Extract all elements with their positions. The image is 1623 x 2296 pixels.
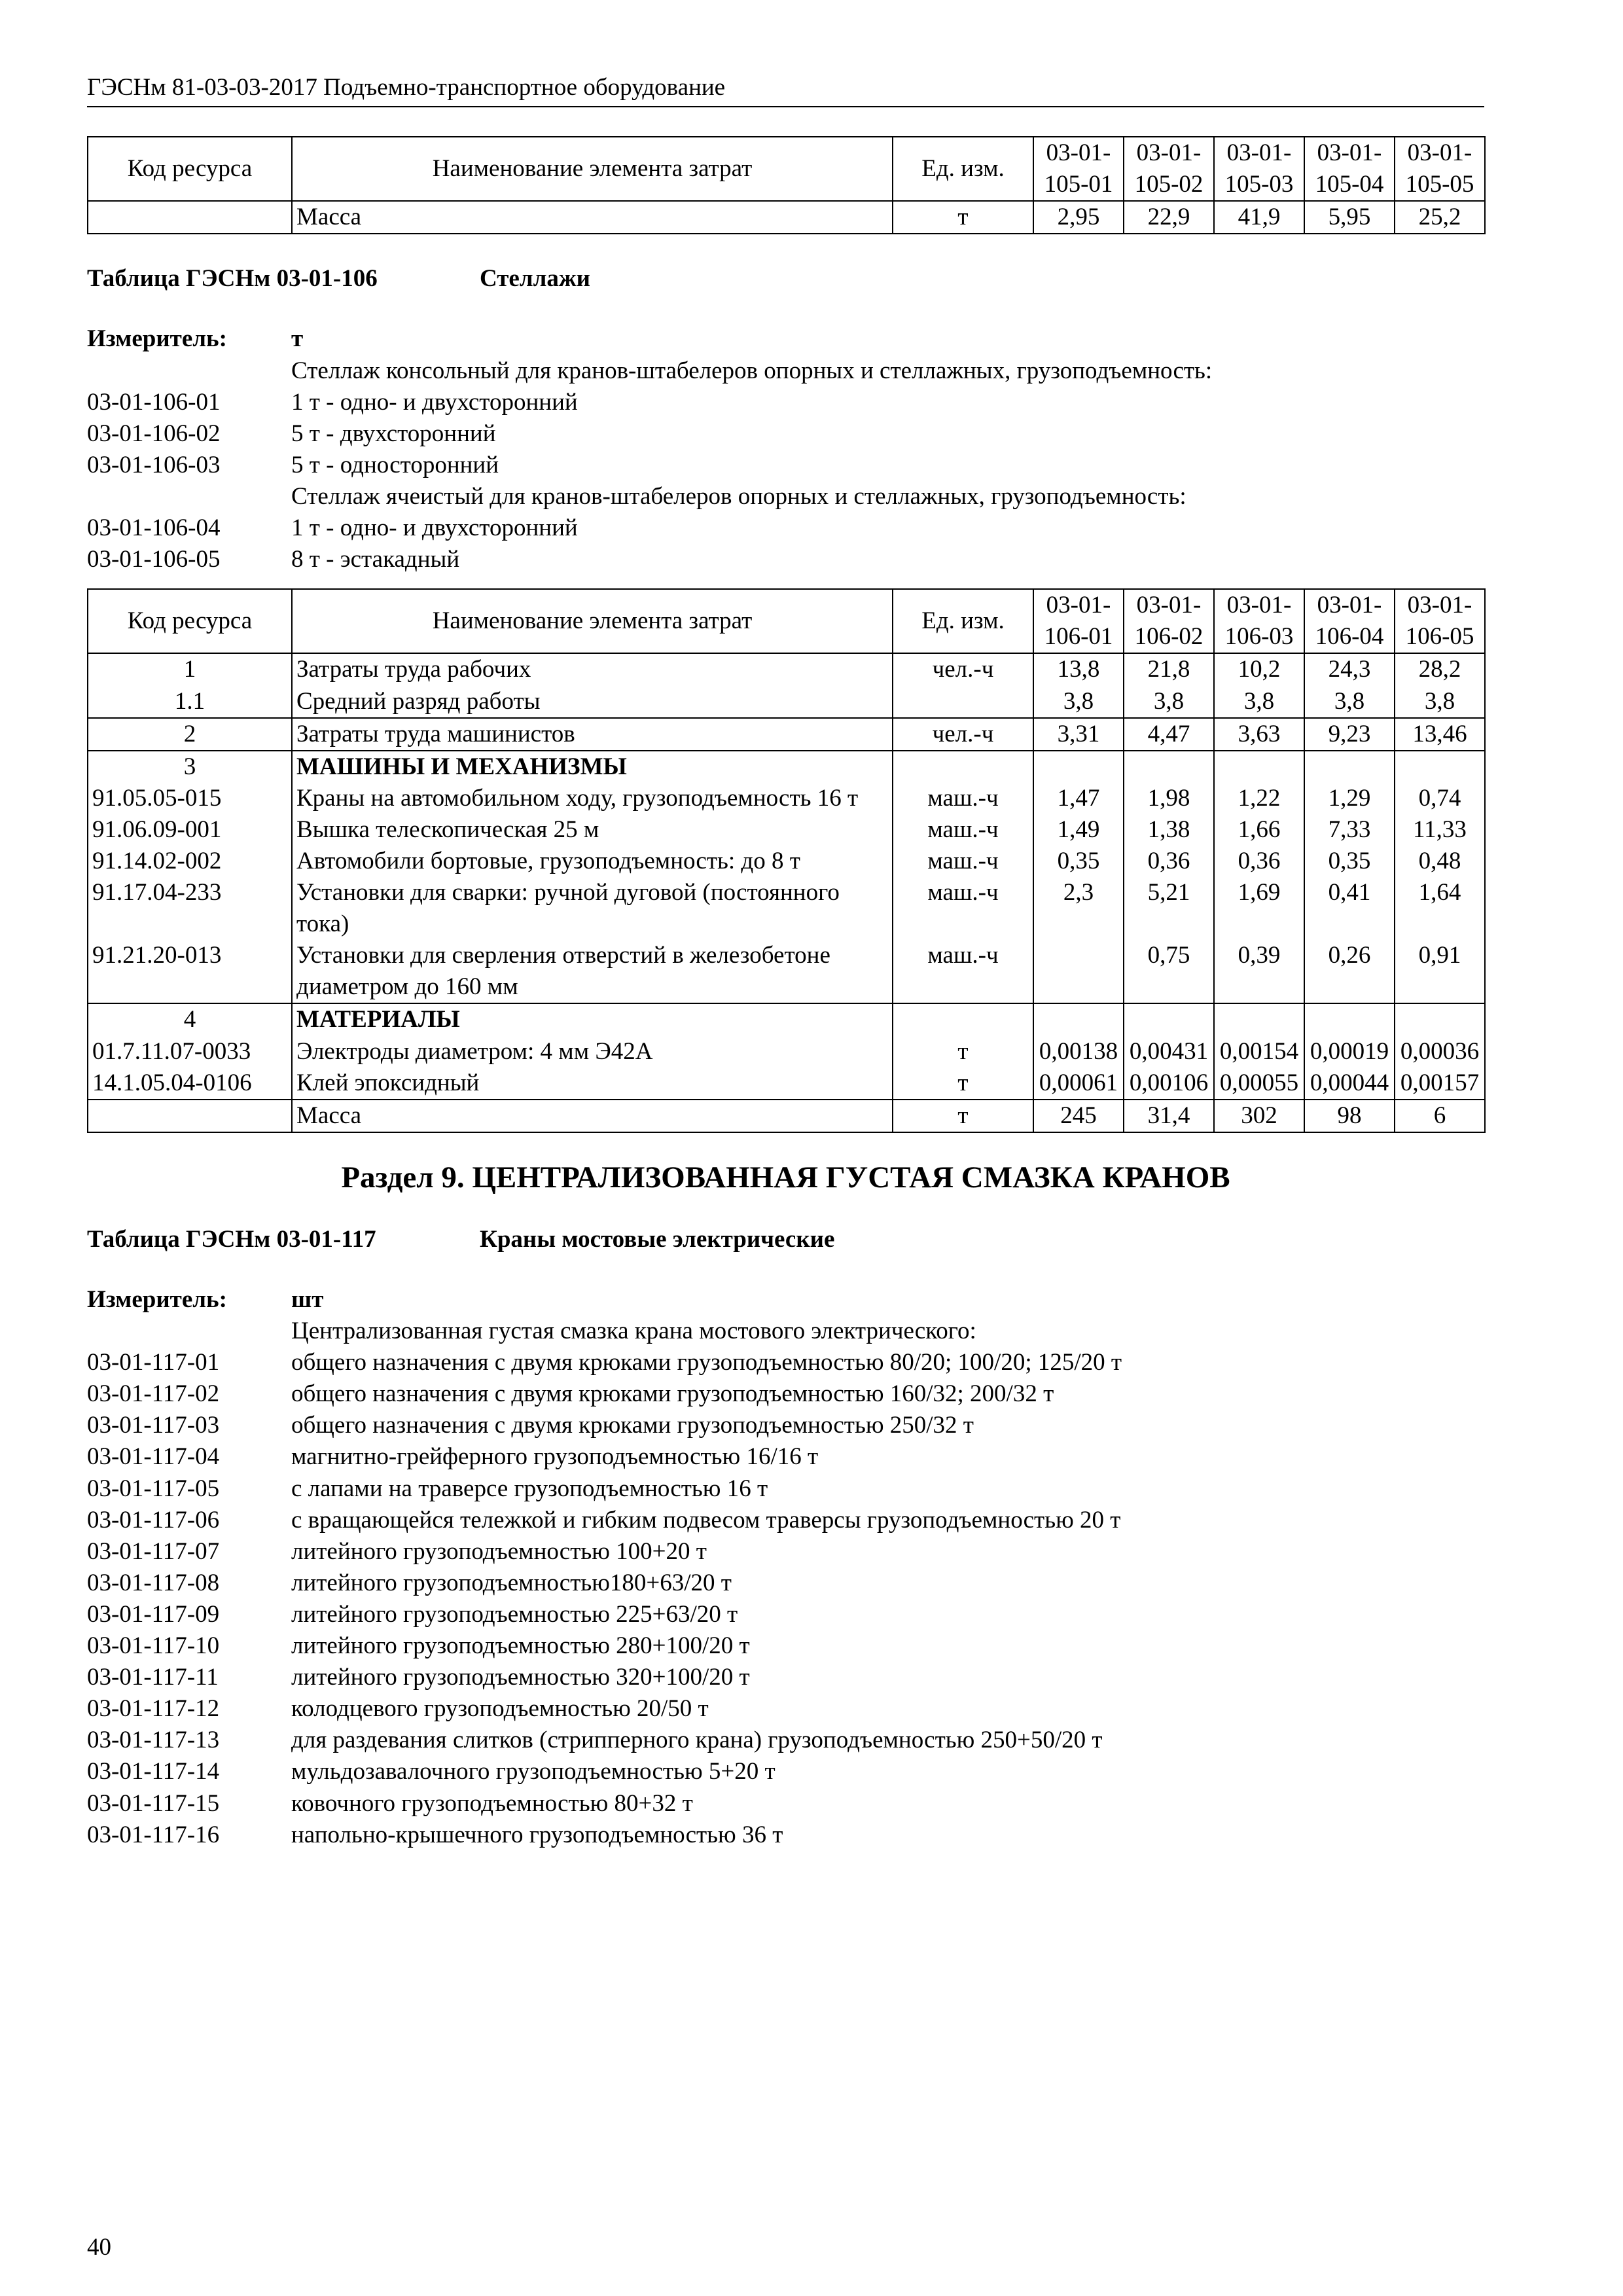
- cell-value: 22,9: [1124, 201, 1214, 234]
- norm-list-106: [87, 355, 1484, 576]
- cell-value: 7,33: [1304, 814, 1395, 846]
- cell-value: 0,00044: [1304, 1067, 1395, 1100]
- norm-description: литейного грузоподъемностью 225+63/20 т: [291, 1600, 738, 1628]
- document-page: [87, 72, 1484, 1851]
- cell-value: 0,35: [1033, 846, 1124, 877]
- cell-code: 4: [88, 1003, 292, 1035]
- cell-value: [1395, 751, 1485, 783]
- cell-name: Установки для сверления отверстий в железобетоне диаметром до 160 мм: [292, 940, 893, 1003]
- table-row: [88, 1036, 1485, 1067]
- cell-value: 1,69: [1214, 877, 1304, 940]
- norm-list-item: [87, 512, 1484, 544]
- norm-code: 03-01-117-07: [87, 1537, 220, 1565]
- cell-unit: маш.-ч: [893, 814, 1033, 846]
- cell-value: 1,22: [1214, 783, 1304, 814]
- col-header-norm: 03-01- 105-05: [1395, 137, 1485, 201]
- norm-code: [87, 355, 291, 387]
- cell-value: 3,31: [1033, 718, 1124, 751]
- cell-value: [1033, 940, 1124, 1003]
- cell-value: 0,35: [1304, 846, 1395, 877]
- cell-unit: [893, 686, 1033, 718]
- col-header-name: Наименование элемента затрат: [292, 589, 893, 653]
- cell-value: [1214, 751, 1304, 783]
- cell-value: 0,48: [1395, 846, 1485, 877]
- cell-unit: т: [893, 1036, 1033, 1067]
- col-header-norm: 03-01- 106-02: [1124, 589, 1214, 653]
- cell-value: 5,21: [1124, 877, 1214, 940]
- norm-list-item: [87, 1473, 1484, 1505]
- norm-code: 03-01-117-02: [87, 1380, 220, 1408]
- cell-unit: маш.-ч: [893, 877, 1033, 940]
- norm-list-item: [87, 1441, 1484, 1473]
- cell-unit: маш.-ч: [893, 846, 1033, 877]
- cell-value: 0,36: [1214, 846, 1304, 877]
- cell-code: 3: [88, 751, 292, 783]
- cell-value: 24,3: [1304, 653, 1395, 685]
- table-title-106: Таблица ГЭСНм 03-01-106 Стеллажи: [87, 265, 590, 293]
- norm-list-item: [87, 1568, 1484, 1599]
- cell-code: [88, 201, 292, 234]
- cell-value: [1214, 1003, 1304, 1035]
- section-title: Раздел 9. ЦЕНТРАЛИЗОВАННАЯ ГУСТАЯ СМАЗКА КРАНОВ: [341, 1160, 1230, 1194]
- table-row: [88, 653, 1485, 685]
- col-header-code: Код ресурса: [88, 137, 292, 201]
- col-header-norm: 03-01- 106-01: [1033, 589, 1124, 653]
- cell-value: 3,8: [1214, 686, 1304, 718]
- cell-code: 91.05.05-015: [88, 783, 292, 814]
- norm-description: 5 т - двухсторонний: [291, 420, 496, 447]
- norm-code: [87, 1316, 291, 1347]
- norm-code: 03-01-117-12: [87, 1695, 220, 1723]
- cell-value: 0,00061: [1033, 1067, 1124, 1100]
- norm-description: литейного грузоподъемностью 320+100/20 т: [291, 1664, 750, 1691]
- col-header-name: Наименование элемента затрат: [292, 137, 893, 201]
- cell-value: 21,8: [1124, 653, 1214, 685]
- table-row: [88, 940, 1485, 1003]
- cell-value: 2,95: [1033, 201, 1124, 234]
- cell-value: 4,47: [1124, 718, 1214, 751]
- table-row: [88, 1067, 1485, 1100]
- cell-code: 91.17.04-233: [88, 877, 292, 940]
- cell-name: Краны на автомобильном ходу, грузоподъемность 16 т: [292, 783, 893, 814]
- norm-list-item: [87, 1630, 1484, 1662]
- cell-value: 1,64: [1395, 877, 1485, 940]
- cell-value: 0,26: [1304, 940, 1395, 1003]
- cell-value: 1,29: [1304, 783, 1395, 814]
- cell-code: 1: [88, 653, 292, 685]
- norm-description: 1 т - одно- и двухсторонний: [291, 388, 578, 416]
- norm-description: напольно-крышечного грузоподъемностью 36 т: [291, 1821, 783, 1848]
- table-row: [88, 783, 1485, 814]
- cell-value: 0,41: [1304, 877, 1395, 940]
- table-row: [88, 1100, 1485, 1132]
- norm-description: общего назначения с двумя крюками грузоподъемностью 250/32 т: [291, 1412, 974, 1439]
- norm-list-item: [87, 1410, 1484, 1441]
- cell-value: 0,91: [1395, 940, 1485, 1003]
- cell-value: 28,2: [1395, 653, 1485, 685]
- cell-name: Затраты труда машинистов: [292, 718, 893, 751]
- cell-unit: чел.-ч: [893, 718, 1033, 751]
- table-row: [88, 1003, 1485, 1035]
- table-row-mass: [88, 201, 1485, 234]
- cell-unit: т: [893, 201, 1033, 234]
- cell-value: 2,3: [1033, 877, 1124, 940]
- col-header-norm: 03-01- 105-04: [1304, 137, 1395, 201]
- cell-code: 1.1: [88, 686, 292, 718]
- norm-code: 03-01-117-15: [87, 1789, 220, 1817]
- norm-description: Стеллаж ячеистый для кранов-штабелеров опорных и стеллажных, грузоподъемность:: [291, 482, 1186, 510]
- running-header: ГЭСНм 81-03-03-2017 Подъемно-транспортное оборудование: [87, 72, 1484, 107]
- cell-value: [1304, 751, 1395, 783]
- cell-code: 01.7.11.07-0033: [88, 1036, 292, 1067]
- cell-value: 41,9: [1214, 201, 1304, 234]
- cell-value: 0,00157: [1395, 1067, 1485, 1100]
- norm-code: 03-01-117-03: [87, 1412, 220, 1439]
- cell-unit: маш.-ч: [893, 783, 1033, 814]
- cell-unit: т: [893, 1100, 1033, 1132]
- cell-unit: маш.-ч: [893, 940, 1033, 1003]
- cell-value: 0,00036: [1395, 1036, 1485, 1067]
- norm-description: Стеллаж консольный для кранов-штабелеров опорных и стеллажных, грузоподъемность:: [291, 357, 1213, 384]
- col-header-norm: 03-01- 105-02: [1124, 137, 1214, 201]
- cell-name: Средний разряд работы: [292, 686, 893, 718]
- norm-description: для раздевания слитков (стрипперного крана) грузоподъемностью 250+50/20 т: [291, 1727, 1103, 1754]
- norm-list-item: [87, 1316, 1484, 1347]
- norm-list-item: [87, 1378, 1484, 1410]
- cell-name: Затраты труда рабочих: [292, 653, 893, 685]
- cell-code: 14.1.05.04-0106: [88, 1067, 292, 1100]
- cell-code: 91.21.20-013: [88, 940, 292, 1003]
- cell-code: 91.14.02-002: [88, 846, 292, 877]
- col-header-norm: 03-01- 105-01: [1033, 137, 1124, 201]
- cell-value: 3,8: [1395, 686, 1485, 718]
- norm-description: общего назначения с двумя крюками грузоподъемностью 160/32; 200/32 т: [291, 1380, 1054, 1408]
- table-row: [88, 877, 1485, 940]
- norm-code: 03-01-117-05: [87, 1475, 220, 1502]
- col-header-norm: 03-01- 106-05: [1395, 589, 1485, 653]
- cell-name: Установки для сварки: ручной дуговой (постоянного тока): [292, 877, 893, 940]
- cell-value: [1124, 751, 1214, 783]
- cell-value: 1,49: [1033, 814, 1124, 846]
- cell-value: 1,47: [1033, 783, 1124, 814]
- cell-value: 13,46: [1395, 718, 1485, 751]
- norm-code: 03-01-106-01: [87, 388, 221, 416]
- cell-value: 25,2: [1395, 201, 1485, 234]
- norm-code: 03-01-117-04: [87, 1443, 220, 1471]
- table-title-117: Таблица ГЭСНм 03-01-117 Краны мостовые электрические: [87, 1225, 835, 1253]
- col-header-unit: Ед. изм.: [893, 589, 1033, 653]
- table-row: [88, 846, 1485, 877]
- cell-value: 5,95: [1304, 201, 1395, 234]
- norm-code: 03-01-106-05: [87, 546, 221, 573]
- norm-list-item: [87, 1662, 1484, 1693]
- cell-code: 2: [88, 718, 292, 751]
- norm-description: общего назначения с двумя крюками грузоподъемностью 80/20; 100/20; 125/20 т: [291, 1349, 1122, 1376]
- norm-code: 03-01-117-09: [87, 1600, 220, 1628]
- cell-value: 11,33: [1395, 814, 1485, 846]
- cell-value: 98: [1304, 1100, 1395, 1132]
- norm-description: 5 т - односторонний: [291, 451, 499, 478]
- cell-value: 31,4: [1124, 1100, 1214, 1132]
- norm-list-item: [87, 450, 1484, 481]
- norm-list-117: [87, 1316, 1484, 1851]
- cell-value: 0,00019: [1304, 1036, 1395, 1067]
- norm-code: 03-01-117-14: [87, 1758, 220, 1785]
- norm-code: 03-01-117-10: [87, 1632, 220, 1660]
- norm-list-item: [87, 481, 1484, 512]
- table-row: [88, 718, 1485, 751]
- norm-code: 03-01-117-08: [87, 1569, 220, 1596]
- norm-description: 1 т - одно- и двухсторонний: [291, 514, 578, 542]
- cell-value: 0,39: [1214, 940, 1304, 1003]
- norm-description: колодцевого грузоподъемностью 20/50 т: [291, 1695, 709, 1723]
- norm-code: 03-01-117-06: [87, 1506, 220, 1534]
- norm-list-item: [87, 1725, 1484, 1756]
- norm-code: 03-01-106-03: [87, 451, 221, 478]
- col-header-unit: Ед. изм.: [893, 137, 1033, 201]
- col-header-norm: 03-01- 106-03: [1214, 589, 1304, 653]
- cell-name: Автомобили бортовые, грузоподъемность: до 8 т: [292, 846, 893, 877]
- cell-name: Клей эпоксидный: [292, 1067, 893, 1100]
- cell-value: 0,00154: [1214, 1036, 1304, 1067]
- norm-list-item: [87, 418, 1484, 450]
- cell-value: 6: [1395, 1100, 1485, 1132]
- cell-value: 9,23: [1304, 718, 1395, 751]
- norm-description: с вращающейся тележкой и гибким подвесом траверсы грузоподъемностью 20 т: [291, 1506, 1121, 1534]
- norm-description: литейного грузоподъемностью180+63/20 т: [291, 1569, 732, 1596]
- norm-description: ковочного грузоподъемностью 80+32 т: [291, 1789, 693, 1817]
- norm-code: [87, 481, 291, 512]
- col-header-norm: 03-01- 105-03: [1214, 137, 1304, 201]
- cell-name: Вышка телескопическая 25 м: [292, 814, 893, 846]
- cell-value: 302: [1214, 1100, 1304, 1132]
- norm-description: мульдозавалочного грузоподъемностью 5+20 т: [291, 1758, 776, 1785]
- norm-description: с лапами на траверсе грузоподъемностью 16 т: [291, 1475, 768, 1502]
- norm-code: 03-01-106-02: [87, 420, 221, 447]
- cell-value: [1395, 1003, 1485, 1035]
- table-row: [88, 751, 1485, 783]
- cell-value: [1304, 1003, 1395, 1035]
- norm-list-item: [87, 1505, 1484, 1536]
- cell-value: [1033, 1003, 1124, 1035]
- table-header-row: [88, 589, 1485, 653]
- norm-code: 03-01-117-13: [87, 1727, 220, 1754]
- cell-code: [88, 1100, 292, 1132]
- norm-description: литейного грузоподъемностью 280+100/20 т: [291, 1632, 750, 1660]
- cell-unit: [893, 751, 1033, 783]
- cell-value: 0,74: [1395, 783, 1485, 814]
- cell-code: 91.06.09-001: [88, 814, 292, 846]
- cell-value: [1033, 751, 1124, 783]
- resource-table-105: [87, 136, 1486, 234]
- meter-106: Измеритель: т: [87, 325, 304, 353]
- col-header-norm: 03-01- 106-04: [1304, 589, 1395, 653]
- norm-list-item: [87, 1599, 1484, 1630]
- cell-value: 0,00106: [1124, 1067, 1214, 1100]
- norm-list-item: [87, 1756, 1484, 1787]
- norm-list-item: [87, 1820, 1484, 1851]
- table-header-row: [88, 137, 1485, 201]
- cell-value: 0,00055: [1214, 1067, 1304, 1100]
- cell-value: 3,8: [1304, 686, 1395, 718]
- cell-name: Масса: [292, 201, 893, 234]
- norm-list-item: [87, 1693, 1484, 1725]
- norm-code: 03-01-117-01: [87, 1349, 220, 1376]
- cell-value: 3,8: [1033, 686, 1124, 718]
- cell-unit: [893, 1003, 1033, 1035]
- norm-code: 03-01-117-16: [87, 1821, 220, 1848]
- norm-code: 03-01-117-11: [87, 1664, 219, 1691]
- cell-value: 0,00138: [1033, 1036, 1124, 1067]
- cell-unit: чел.-ч: [893, 653, 1033, 685]
- resource-table-106: [87, 588, 1486, 1133]
- cell-value: 1,66: [1214, 814, 1304, 846]
- cell-value: 10,2: [1214, 653, 1304, 685]
- norm-list-item: [87, 355, 1484, 387]
- norm-description: Централизованная густая смазка крана мостового электрического:: [291, 1318, 976, 1345]
- cell-value: 13,8: [1033, 653, 1124, 685]
- cell-value: 0,36: [1124, 846, 1214, 877]
- page-number: 40: [87, 2234, 111, 2261]
- cell-name: МАШИНЫ И МЕХАНИЗМЫ: [292, 751, 893, 783]
- cell-name: МАТЕРИАЛЫ: [292, 1003, 893, 1035]
- cell-value: 3,63: [1214, 718, 1304, 751]
- table-row: [88, 814, 1485, 846]
- cell-name: Электроды диаметром: 4 мм Э42А: [292, 1036, 893, 1067]
- cell-name: Масса: [292, 1100, 893, 1132]
- meter-117: Измеритель: шт: [87, 1286, 324, 1313]
- norm-list-item: [87, 1347, 1484, 1378]
- norm-list-item: [87, 387, 1484, 418]
- norm-description: магнитно-грейферного грузоподъемностью 16/16 т: [291, 1443, 819, 1471]
- table-row: [88, 686, 1485, 718]
- cell-value: 0,75: [1124, 940, 1214, 1003]
- norm-code: 03-01-106-04: [87, 514, 221, 542]
- norm-list-item: [87, 544, 1484, 575]
- norm-list-item: [87, 1788, 1484, 1820]
- col-header-code: Код ресурса: [88, 589, 292, 653]
- cell-value: 0,00431: [1124, 1036, 1214, 1067]
- cell-value: 1,98: [1124, 783, 1214, 814]
- cell-value: 245: [1033, 1100, 1124, 1132]
- cell-value: [1124, 1003, 1214, 1035]
- norm-description: литейного грузоподъемностью 100+20 т: [291, 1537, 707, 1565]
- cell-unit: т: [893, 1067, 1033, 1100]
- norm-description: 8 т - эстакадный: [291, 546, 460, 573]
- norm-list-item: [87, 1536, 1484, 1568]
- cell-value: 1,38: [1124, 814, 1214, 846]
- cell-value: 3,8: [1124, 686, 1214, 718]
